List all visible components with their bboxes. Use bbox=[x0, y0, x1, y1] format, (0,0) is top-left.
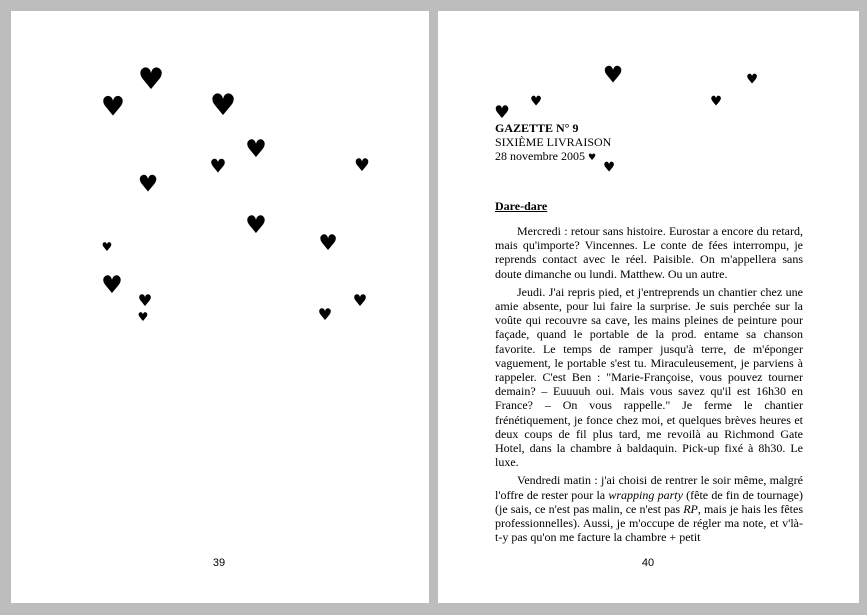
heart-icon: ♥ bbox=[352, 290, 368, 310]
paragraph bbox=[495, 473, 803, 544]
heart-icon: ♥ bbox=[529, 93, 543, 110]
text-run: Mercredi : retour sans histoire. Eurostar a encore du retard, mais qu'importe? Vincennes. Le conte de fées interrompu, je reprends contact avec le réel. Paisible. On m'appellera sans doute dimanche ou lundi. Matthew. Ou un autre. bbox=[495, 224, 803, 281]
page-left bbox=[11, 11, 429, 603]
heart-icon: ♥ bbox=[317, 304, 333, 324]
heart-icon: ♥ bbox=[354, 156, 370, 177]
page-number: 40 bbox=[641, 557, 655, 569]
text-run: Jeudi. J'ai repris pied, et j'entreprends un chantier chez une amie absente, pour lui faire la surprise. Je suis perchée sur la voûte qui recouvre sa cave, les mains pleines de peinture pour façade, quand le portable de la prod. entame sa chanson favorite. Le temps de ramper jusqu'à terre, de m'éponger vaguement, le portable s'est tu. Miraculeusement, je parviens à rappeler. C'est Ben : "Marie-Françoise, vous pouvez tourner demain? – Euuuuh oui. Mais vous savez qu'il est 16h30 en France? – On vous rappelle." Je ferme le chantier frénétiquement, je fonce chez moi, et quelques brèves heures et deux coups de fil plus tard, me revoilà au Richmond Gate Hotel, dans la chambre à baldaquin. Pick-up fixé à 8h30. Le luxe. bbox=[495, 284, 803, 470]
heart-icon: ♥ bbox=[245, 133, 267, 163]
body-text bbox=[495, 224, 803, 548]
heart-icon: ♥ bbox=[318, 231, 338, 257]
heart-icon: ♥ bbox=[137, 171, 159, 198]
gazette-title: GAZETTE N° 9 bbox=[495, 121, 579, 135]
heart-icon: ♥ bbox=[137, 309, 149, 324]
gazette-subtitle: SIXIÈME LIVRAISON bbox=[495, 135, 612, 149]
heart-icon: ♥ bbox=[100, 91, 126, 123]
heart-icon: ♥ bbox=[101, 239, 113, 254]
heart-icon: ♥ bbox=[137, 62, 165, 98]
heart-icon: ♥ bbox=[101, 269, 123, 299]
italic-text: wrapping party bbox=[608, 487, 683, 502]
heart-icon: ♥ bbox=[209, 155, 227, 178]
italic-text: RP bbox=[683, 501, 698, 516]
text-run: Vendredi matin : j'ai choisi de rentrer le soir même, malgré l'offre de rester pour la bbox=[495, 473, 803, 502]
text-run: , mais je hais les fêtes professionnelles). Aussi, je m'occupe de régler ma note, et v'là-t-y pas qu'on me facture la chambre + petit bbox=[495, 501, 804, 545]
heart-icon: ♥ bbox=[709, 93, 723, 110]
heart-icon: ♥ bbox=[137, 290, 153, 310]
heart-icon: ♥ bbox=[245, 209, 267, 239]
heart-icon: ♥ bbox=[602, 159, 616, 176]
gazette-date: 28 novembre 2005 bbox=[495, 149, 585, 163]
heart-icon: ♥ bbox=[745, 71, 759, 88]
gazette-date-line bbox=[495, 149, 611, 165]
page-number: 39 bbox=[212, 557, 226, 569]
heart-icon: ♥ bbox=[209, 88, 237, 124]
heart-icon: ♥ bbox=[602, 62, 624, 89]
paragraph bbox=[495, 285, 803, 470]
heart-icon: ♥ bbox=[587, 153, 597, 163]
section-title: Dare-dare bbox=[495, 199, 548, 213]
page-right bbox=[438, 11, 859, 603]
paragraph bbox=[495, 224, 803, 281]
gazette-header bbox=[495, 121, 611, 165]
text-run: (fête de fin de tournage) (je sais, ce n'est pas malin, ce n'est pas bbox=[495, 487, 803, 516]
heart-icon: ♥ bbox=[494, 103, 510, 124]
